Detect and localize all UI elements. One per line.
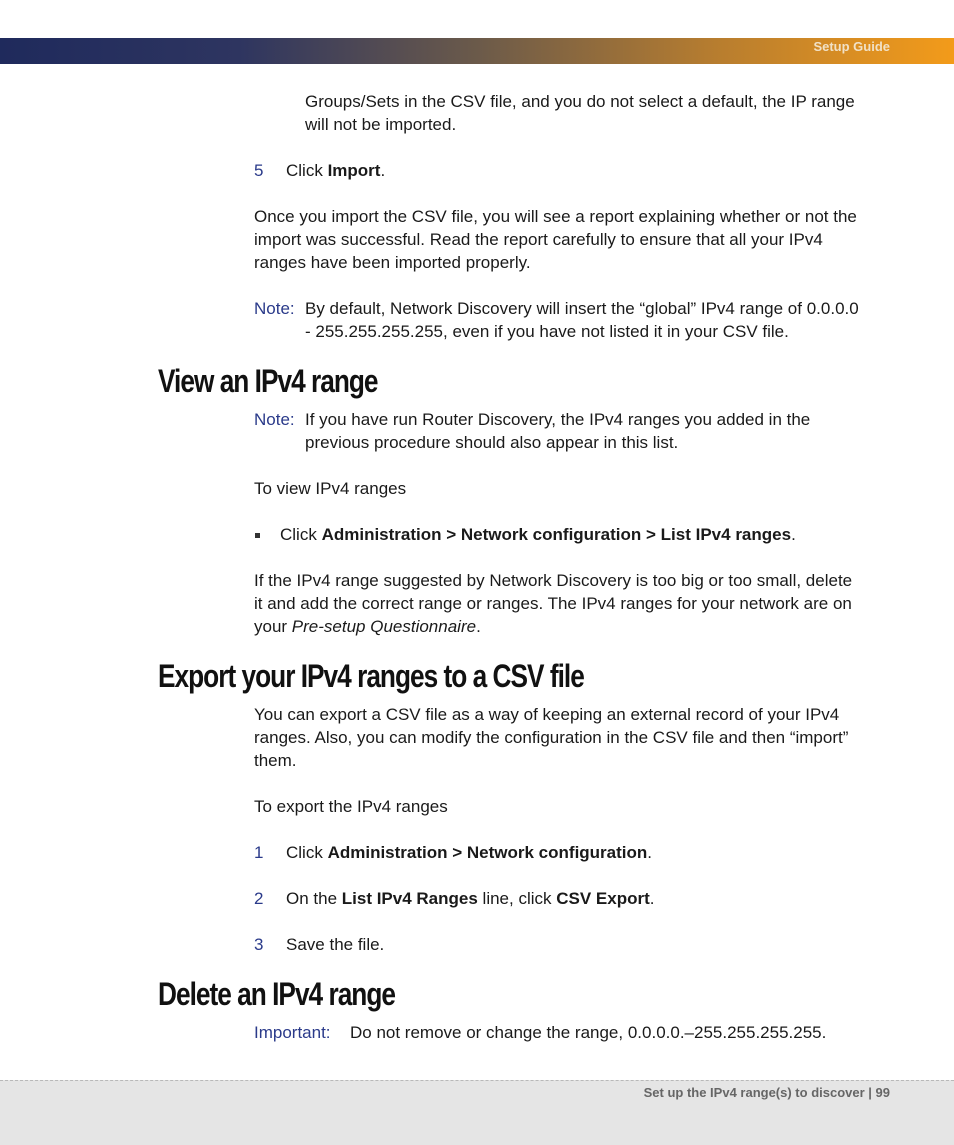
text: .	[476, 617, 481, 636]
text: .	[791, 525, 796, 544]
note-line-1: If you have run Router Discovery, the IPv4 ranges you added in the	[305, 410, 811, 429]
text: On the	[286, 889, 342, 908]
menu-path-administration: Administration	[327, 843, 448, 862]
continuation-line-2: will not be imported.	[305, 115, 457, 134]
footer-page-label: Set up the IPv4 range(s) to discover | 99	[643, 1085, 890, 1100]
section-heading-view: View an IPv4 range	[158, 363, 378, 399]
header-bar	[0, 38, 954, 64]
step-2-text	[286, 887, 655, 910]
section-heading-delete: Delete an IPv4 range	[158, 976, 396, 1012]
para-line-1: You can export a CSV file as a way of keeping an external record of your IPv4	[254, 705, 840, 724]
guide-title: Setup Guide	[813, 39, 890, 54]
footer-divider	[0, 1080, 954, 1081]
separator: >	[641, 525, 661, 544]
procedure-title: To export the IPv4 ranges	[254, 797, 448, 816]
step-number: 3	[254, 935, 264, 954]
step-number: 2	[254, 889, 264, 908]
step-number: 5	[254, 161, 264, 180]
para-line-2: ranges. Also, you can modify the configuration in the CSV file and then “import”	[254, 728, 849, 747]
csv-export-label: CSV Export	[556, 889, 650, 908]
procedure-title: To view IPv4 ranges	[254, 479, 407, 498]
para-line-1: If the IPv4 range suggested by Network Discovery is too big or too small, delete	[254, 571, 853, 590]
note-label: Note:	[254, 410, 295, 429]
separator: >	[441, 525, 461, 544]
menu-path-network-configuration: Network configuration	[466, 843, 648, 862]
step-number: 1	[254, 843, 264, 862]
continuation-line-1: Groups/Sets in the CSV file, and you do not select a default, the IP range	[305, 92, 855, 111]
list-ipv4-ranges-label: List IPv4 Ranges	[341, 889, 478, 908]
step-3-text: Save the file.	[286, 935, 385, 954]
para-line-3: them.	[254, 751, 297, 770]
text: .	[647, 843, 653, 862]
report-line-1: Once you import the CSV file, you will see a report explaining whether or not the	[254, 207, 857, 226]
report-line-3: ranges have been imported properly.	[254, 253, 531, 272]
note-line-2: - 255.255.255.255, even if you have not listed it in your CSV file.	[305, 322, 789, 341]
note-line-1: By default, Network Discovery will insert the “global” IPv4 range of 0.0.0.0	[305, 299, 859, 318]
step-text: Click	[286, 161, 328, 180]
note-line-2: previous procedure should also appear in this list.	[305, 433, 679, 452]
text: your	[254, 617, 292, 636]
important-text: Do not remove or change the range, 0.0.0.0.–255.255.255.255.	[350, 1023, 827, 1042]
menu-path-network-configuration: Network configuration	[460, 525, 642, 544]
text: Click	[286, 843, 328, 862]
para-line-3	[254, 615, 481, 638]
document-title: Pre-setup Questionnaire	[291, 617, 477, 636]
bullet-icon	[255, 533, 260, 538]
step-5-text	[286, 159, 385, 182]
important-label: Important:	[254, 1023, 331, 1042]
menu-path-administration: Administration	[321, 525, 442, 544]
step-text: .	[380, 161, 386, 180]
step-1-text	[286, 841, 652, 864]
step-bold: Import	[327, 161, 381, 180]
menu-path-list-ipv4-ranges: List IPv4 ranges	[660, 525, 792, 544]
text: .	[649, 889, 655, 908]
separator: >	[447, 843, 467, 862]
report-line-2: import was successful. Read the report carefully to ensure that all your IPv4	[254, 230, 823, 249]
para-line-2: it and add the correct range or ranges. The IPv4 ranges for your network are on	[254, 594, 852, 613]
bullet-item	[280, 523, 796, 546]
text: line, click	[477, 889, 557, 908]
note-label: Note:	[254, 299, 295, 318]
section-heading-export: Export your IPv4 ranges to a CSV file	[158, 658, 584, 694]
text: Click	[280, 525, 322, 544]
